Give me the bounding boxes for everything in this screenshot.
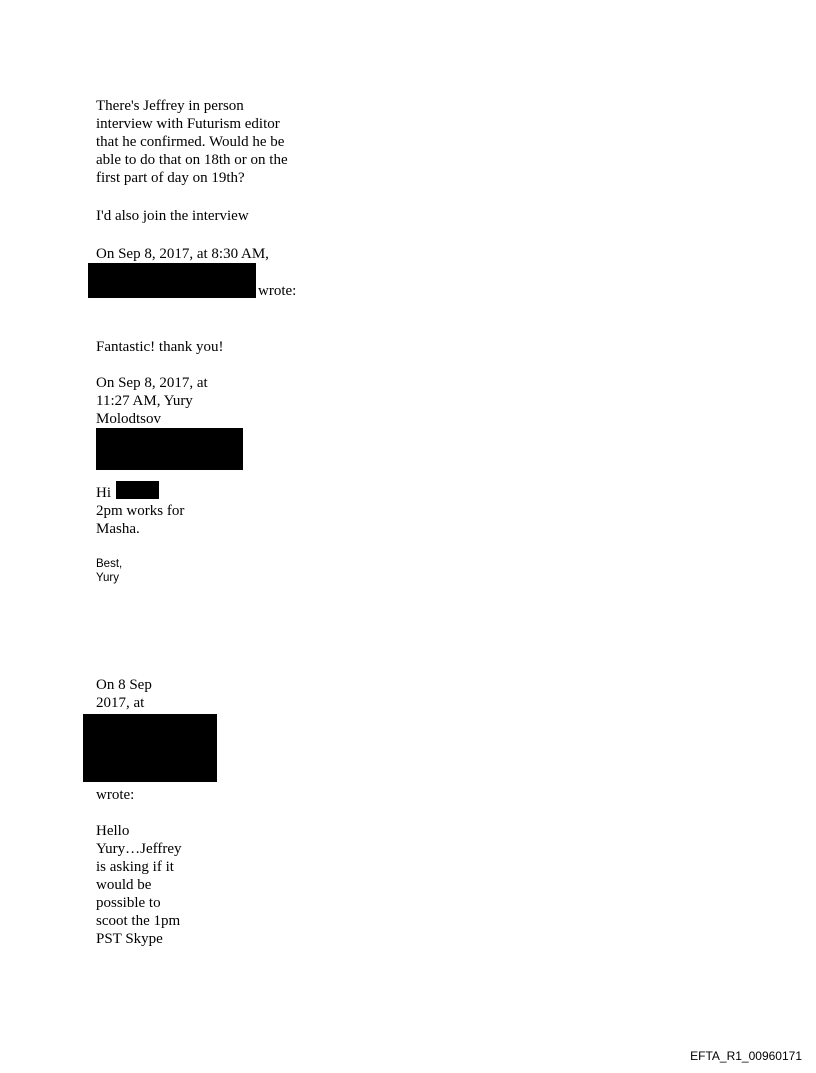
message-line: Masha.: [96, 521, 140, 537]
wrote-label: wrote:: [96, 787, 135, 803]
message-line: possible to: [96, 895, 161, 911]
message-line: Hello: [96, 823, 130, 839]
quote-header: On Sep 8, 2017, at 8:30 AM,: [96, 246, 269, 262]
quote-header-line: Molodtsov: [96, 411, 162, 427]
redaction-block: [116, 481, 159, 499]
message-line: 2pm works for: [96, 503, 185, 519]
message-line: able to do that on 18th or on the: [96, 152, 288, 168]
message-line: scoot the 1pm: [96, 913, 181, 929]
message-line: There's Jeffrey in person: [96, 98, 244, 114]
message-line: first part of day on 19th?: [96, 170, 245, 186]
signoff: Best,: [96, 558, 123, 570]
message-line: Yury…Jeffrey: [96, 841, 182, 857]
redaction-block: [88, 263, 256, 298]
redaction-block: [83, 714, 217, 782]
message-body: Fantastic! thank you!: [96, 339, 224, 355]
message-line: would be: [96, 877, 152, 893]
wrote-label: wrote:: [258, 283, 297, 299]
signature: Yury: [96, 572, 120, 584]
quote-header-line: On 8 Sep: [96, 677, 152, 693]
join-interview-line: I'd also join the interview: [96, 208, 249, 224]
greeting: Hi: [96, 485, 111, 501]
quote-header-line: 2017, at: [96, 695, 145, 711]
document-id: EFTA_R1_00960171: [690, 1049, 802, 1063]
quote-header-line: On Sep 8, 2017, at: [96, 375, 208, 391]
message-line: is asking if it: [96, 859, 174, 875]
message-line: PST Skype: [96, 931, 163, 947]
redaction-block: [96, 428, 243, 470]
message-line: that he confirmed. Would he be: [96, 134, 285, 150]
message-line: interview with Futurism editor: [96, 116, 280, 132]
quote-header-line: 11:27 AM, Yury: [96, 393, 193, 409]
